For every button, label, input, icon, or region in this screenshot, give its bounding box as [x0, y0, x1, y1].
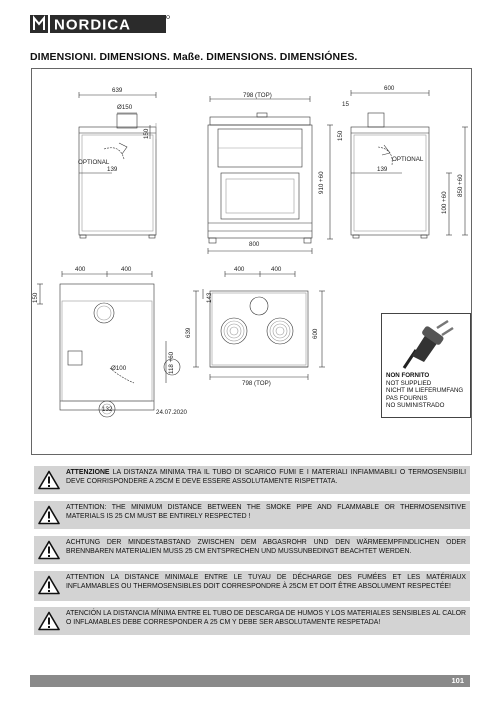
plug-note-text — [386, 372, 463, 410]
warning-en — [34, 501, 470, 529]
warning-body: LA DISTANZA MINIMA TRA IL TUBO DI SCARICO FUMI E I MATERIALI INFIAMMABILI O TERMOSENSIBILI DEVE CORRISPONDERE A 25CM E DEVE ESSERE ASSOLUTAMENTE RISPETTATA. — [66, 469, 466, 485]
warning-text: ATTENTION LA DISTANCE MINIMALE ENTRE LE TUYAU DE DÉCHARGE DES FUMÉES ET LES MATÉRIAUX INFLAMMABLES OU THERMOSENSIBLES DOIT CORRESPONDRE À 25CM ET DOIT ÊTRE ABSOLUMENT RESPECTÉE! — [66, 574, 466, 590]
dim-side-h100: 100 +60 — [441, 191, 448, 214]
plug-note-title: NON FORNITO — [386, 372, 430, 379]
warning-es — [34, 607, 470, 635]
dim-left-offset: 139 — [107, 166, 118, 173]
dim-top-w1: 400 — [234, 266, 245, 273]
warning-text — [66, 468, 466, 486]
plug-note-line: NOT SUPPLIED — [386, 379, 432, 387]
warning-icon — [38, 505, 60, 525]
warning-fr — [34, 571, 470, 601]
page-title: DIMENSIONI. DIMENSIONS. Maße. DIMENSIONS. DIMENSIÓNES. — [30, 51, 358, 63]
plug-note-box — [381, 313, 471, 418]
warning-icon — [38, 540, 60, 560]
dim-left-flue: Ø150 — [117, 104, 133, 111]
dim-rear-w2: 400 — [121, 266, 132, 273]
power-plug-icon — [382, 316, 470, 372]
dim-left-h150: 150 — [143, 128, 150, 139]
page-footer-bar — [30, 675, 470, 687]
dim-rear-pipe: Ø100 — [111, 365, 127, 372]
warning-icon — [38, 611, 60, 631]
dim-rear-h150: 150 — [32, 292, 39, 303]
plug-note-line: NO SUMINISTRADO — [386, 402, 445, 410]
nordica-logo — [30, 13, 170, 35]
warning-text: ATTENTION: THE MINIMUM DISTANCE BETWEEN THE SMOKE PIPE AND FLAMMABLE OR THERMOSENSITIVE MATERIALS IS 25 CM MUST BE ENTIRELY RESPECTED ! — [66, 504, 466, 520]
dim-rear-w1: 400 — [75, 266, 86, 273]
dim-side-optional: OPTIONAL — [392, 156, 424, 163]
warning-it — [34, 466, 470, 494]
dim-side-h850: 850 +60 — [457, 174, 464, 197]
dim-front-height: 910 +60 — [318, 171, 325, 194]
dim-left-optional: OPTIONAL — [78, 159, 110, 166]
dim-rear-h118: 118 +60 — [168, 351, 175, 374]
dim-top-h143: 143 — [206, 292, 213, 303]
warning-text: ACHTUNG DER MINDESTABSTAND ZWISCHEN DEM ABGASROHR UND DEN WÄRMEEMPFINDLICHEN ODER BRENNBAREN MATERIALIEN MUSS 25 CM ENTSPRECHEN UND MUSSUNBEDINGT BEACHTET WERDEN. — [66, 539, 466, 555]
warning-text: ATENCIÓN LA DISTANCIA MÍNIMA ENTRE EL TUBO DE DESCARGA DE HUMOS Y LOS MATERIALES SENSIBLES AL CALOR O INFLAMABLES DEBE CORRESPONDER A 25 CM Y DEBE SER ABSOLUTAMENTE RESPETADA! — [66, 610, 466, 626]
dim-top-depth-left: 639 — [185, 327, 192, 338]
dim-rear-h132: 132 — [102, 406, 113, 413]
dim-left-width: 639 — [112, 87, 123, 94]
warning-icon — [38, 470, 60, 490]
warning-icon — [38, 575, 60, 595]
plug-note-line: NICHT IM LIEFERUMFANG — [386, 387, 464, 395]
logo-wordmark: NORDICA — [54, 16, 131, 34]
dim-front-top-width: 798 (TOP) — [243, 92, 272, 99]
dim-top-width: 798 (TOP) — [242, 380, 271, 387]
warning-lead: ATTENZIONE — [66, 469, 110, 476]
dim-side-15: 15 — [342, 101, 349, 108]
page-number: 101 — [451, 676, 464, 685]
dim-side-depth: 600 — [384, 85, 395, 92]
dim-front-base-width: 800 — [249, 241, 260, 248]
dim-top-depth-right: 600 — [312, 328, 319, 339]
warning-de — [34, 536, 470, 564]
dim-top-w2: 400 — [271, 266, 282, 273]
drawing-date: 24.07.2020 — [156, 409, 187, 416]
plug-note-line: PAS FOURNIS — [386, 394, 428, 402]
dim-side-offset: 139 — [377, 166, 388, 173]
dim-side-h150: 150 — [337, 130, 344, 141]
